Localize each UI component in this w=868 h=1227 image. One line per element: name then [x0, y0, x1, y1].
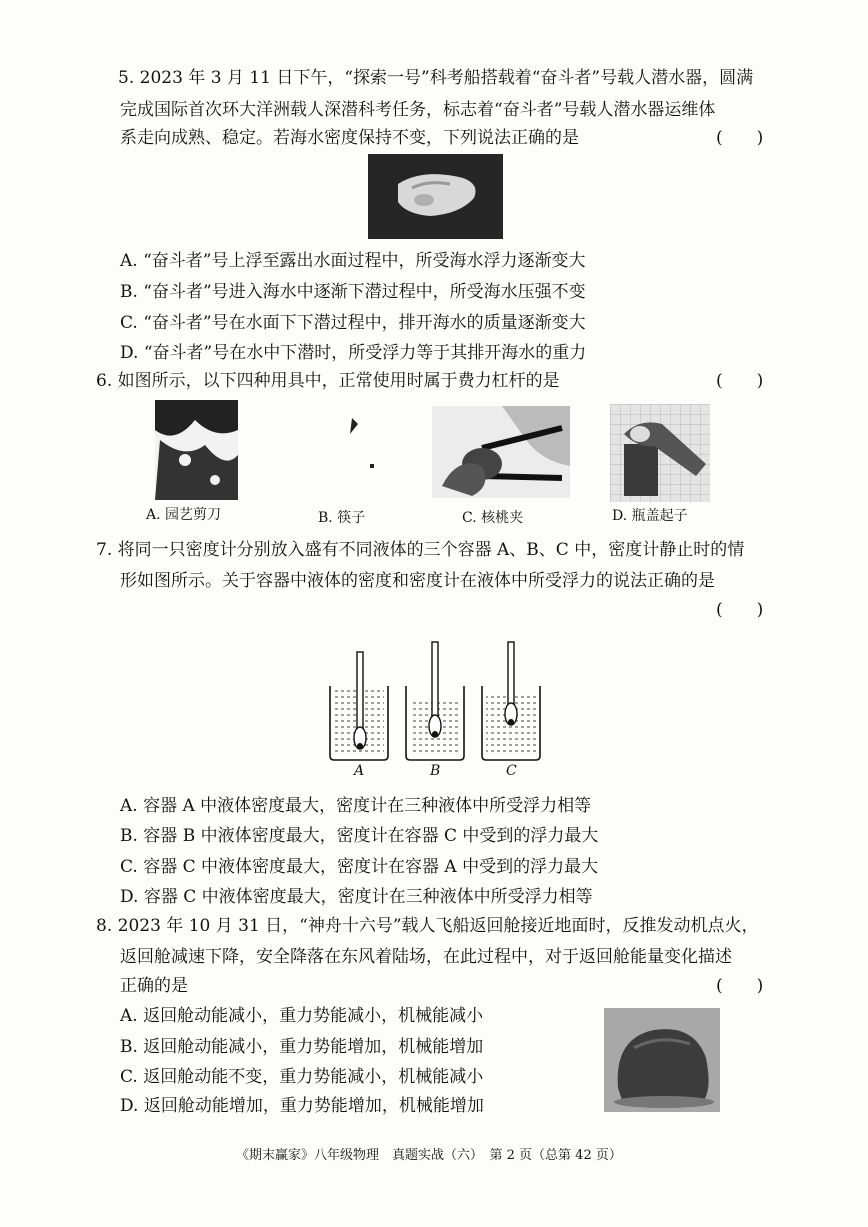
q8-option-d: D. 返回舱动能增加，重力势能增加，机械能增加: [120, 1096, 484, 1116]
nutcracker-photo: [432, 406, 570, 498]
container-a: [330, 652, 388, 760]
q8-stem-line-1: 8. 2023 年 10 月 31 日，“神舟十六号”载人飞船返回舱接近地面时，反推发动机点火，: [96, 916, 759, 936]
q5-option-d: D. “奋斗者”号在水中下潜时，所受浮力等于其排开海水的重力: [120, 343, 587, 363]
q5-stem-line-2: 完成国际首次环大洋洲载人深潜科考任务，标志着“奋斗者”号载人潜水器运维体: [120, 100, 716, 120]
q6-caption-a: A. 园艺剪刀: [146, 507, 222, 523]
q5-stem-line-3: 系走向成熟、稳定。若海水密度保持不变，下列说法正确的是: [120, 128, 579, 148]
q7-option-a: A. 容器 A 中液体密度最大，密度计在三种液体中所受浮力相等: [120, 796, 592, 816]
q5-stem-line-1: 5. 2023 年 3 月 11 日下午，“探索一号”科考船搭载着“奋斗者”号载人潜水器，圆满: [118, 68, 754, 88]
q6-caption-b: B. 筷子: [318, 510, 366, 526]
submersible-illustration: [368, 154, 503, 239]
q7-option-b: B. 容器 B 中液体密度最大，密度计在容器 C 中受到的浮力最大: [120, 826, 599, 846]
container-c: [482, 642, 540, 760]
garden-shears-illustration: [155, 400, 238, 500]
q6-answer-bracket: ( ): [716, 371, 764, 391]
q5-option-a: A. “奋斗者”号上浮至露出水面过程中，所受海水浮力逐渐变大: [120, 251, 586, 271]
container-label-b: B: [430, 763, 441, 779]
bottle-opener-photo: [610, 404, 710, 502]
return-capsule-illustration: [604, 1008, 720, 1112]
q8-option-b: B. 返回舱动能减小，重力势能增加，机械能增加: [120, 1037, 484, 1057]
q7-option-d: D. 容器 C 中液体密度最大，密度计在三种液体中所受浮力相等: [120, 887, 593, 907]
chopsticks-illustration: [340, 408, 380, 478]
container-label-a: A: [354, 763, 365, 779]
q5-answer-bracket: ( ): [716, 128, 764, 148]
bottle-opener-illustration: [610, 404, 710, 502]
garden-shears-photo: [155, 400, 238, 500]
q8-stem-line-3: 正确的是: [120, 976, 188, 996]
q5-option-c: C. “奋斗者”号在水面下下潜过程中，排开海水的质量逐渐变大: [120, 313, 586, 333]
q6-stem-line-1: 6. 如图所示，以下四种用具中，正常使用时属于费力杠杆的是: [96, 371, 560, 391]
q8-stem-line-2: 返回舱减速下降，安全降落在东风着陆场，在此过程中，对于返回舱能量变化描述: [120, 947, 732, 967]
hydrometer-diagram: [328, 640, 560, 780]
q8-option-c: C. 返回舱动能不变，重力势能减小，机械能减小: [120, 1067, 484, 1087]
q8-option-a: A. 返回舱动能减小，重力势能减小，机械能减小: [120, 1006, 484, 1026]
hydrometer-containers-figure: [328, 640, 560, 780]
q6-caption-d: D. 瓶盖起子: [612, 508, 688, 524]
q5-option-b: B. “奋斗者”号进入海水中逐渐下潜过程中，所受海水压强不变: [120, 282, 586, 302]
q7-option-c: C. 容器 C 中液体密度最大，密度计在容器 A 中受到的浮力最大: [120, 857, 599, 877]
q7-answer-bracket: ( ): [716, 600, 764, 620]
submersible-photo: [368, 154, 503, 239]
q6-caption-c: C. 核桃夹: [462, 510, 524, 526]
return-capsule-photo: [604, 1008, 720, 1112]
q7-stem-line-1: 7. 将同一只密度计分别放入盛有不同液体的三个容器 A、B、C 中，密度计静止时的情: [96, 540, 745, 560]
chopsticks-photo: [340, 408, 380, 478]
q8-answer-bracket: ( ): [716, 976, 764, 996]
q7-stem-line-2: 形如图所示。关于容器中液体的密度和密度计在液体中所受浮力的说法正确的是: [120, 571, 715, 591]
container-b: [406, 642, 464, 760]
nutcracker-illustration: [432, 406, 570, 498]
page-footer: 《期末赢家》八年级物理 真题实战（六） 第 2 页（总第 42 页）: [236, 1148, 622, 1163]
container-label-c: C: [506, 763, 517, 779]
